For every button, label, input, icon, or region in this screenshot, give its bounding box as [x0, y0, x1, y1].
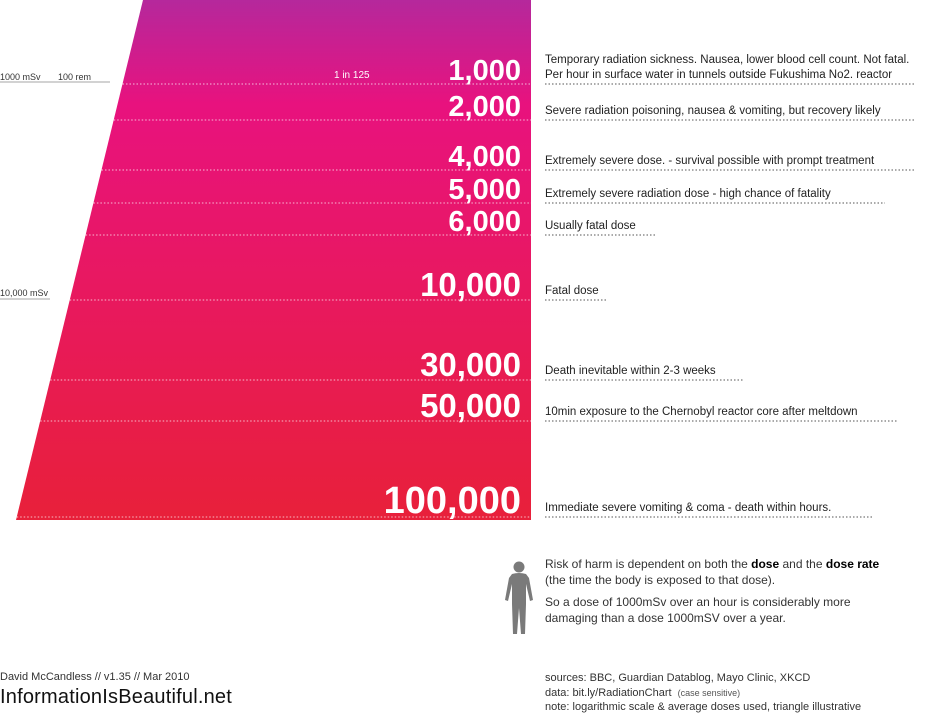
dose-description: Per hour in surface water in tunnels outside Fukushima No2. reactor	[545, 69, 893, 81]
human-figure-icon	[498, 560, 540, 636]
dose-description: Immediate severe vomiting & coma - death within hours.	[545, 502, 832, 514]
data-link[interactable]: data: bit.ly/RadiationChart	[545, 686, 672, 699]
scale-note: note: logarithmic scale & average doses used, triangle illustrative	[545, 701, 862, 713]
dose-description: Death inevitable within 2-3 weeks	[545, 365, 716, 377]
dose-description: 10min exposure to the Chernobyl reactor core after meltdown	[545, 406, 858, 418]
comparison-note: So a dose of 1000mSv over an hour is considerably more damaging than a dose 1000mSV over a year.	[545, 595, 851, 625]
dose-description: Usually fatal dose	[545, 220, 636, 232]
author-credit: David McCandless // v1.35 // Mar 2010	[0, 671, 190, 683]
dose-value-label: 2,000	[448, 91, 521, 123]
msv-10000-label: 10,000 mSv	[0, 288, 49, 298]
data-link-line	[545, 686, 861, 701]
dose-value-label: 30,000	[420, 346, 521, 383]
dose-description: Fatal dose	[545, 285, 599, 297]
dose-value-label: 50,000	[420, 387, 521, 424]
notes-panel	[545, 557, 885, 633]
dose-value-label: 6,000	[448, 206, 521, 238]
dose-value-label: 10,000	[420, 266, 521, 303]
dose-rate-note: Risk of harm is dependent on both the dose and the dose rate (the time the body is exposed to that dose).	[545, 557, 880, 587]
dose-value-label: 5,000	[448, 174, 521, 206]
dose-description: Severe radiation poisoning, nausea & vomiting, but recovery likely	[545, 105, 881, 117]
dose-value-label: 100,000	[383, 480, 521, 522]
brand-logo-text: InformationIsBeautiful.net	[0, 686, 232, 708]
sources-line: sources: BBC, Guardian Datablog, Mayo Clinic, XKCD	[545, 672, 811, 684]
case-note: (case sensitive)	[677, 687, 741, 698]
dose-description: Extremely severe dose. - survival possible with prompt treatment	[545, 155, 875, 167]
msv-1000-label: 1000 mSv	[0, 72, 41, 82]
dose-value-label: 4,000	[448, 141, 521, 173]
dose-description: Temporary radiation sickness. Nausea, lower blood cell count. Not fatal.	[545, 54, 910, 66]
dose-value-label: 1,000	[448, 55, 521, 87]
sources-block	[545, 671, 861, 715]
dose-description: Extremely severe radiation dose - high chance of fatality	[545, 188, 831, 200]
odds-label: 1 in 125	[334, 70, 370, 81]
rem-100-label: 100 rem	[58, 72, 92, 82]
